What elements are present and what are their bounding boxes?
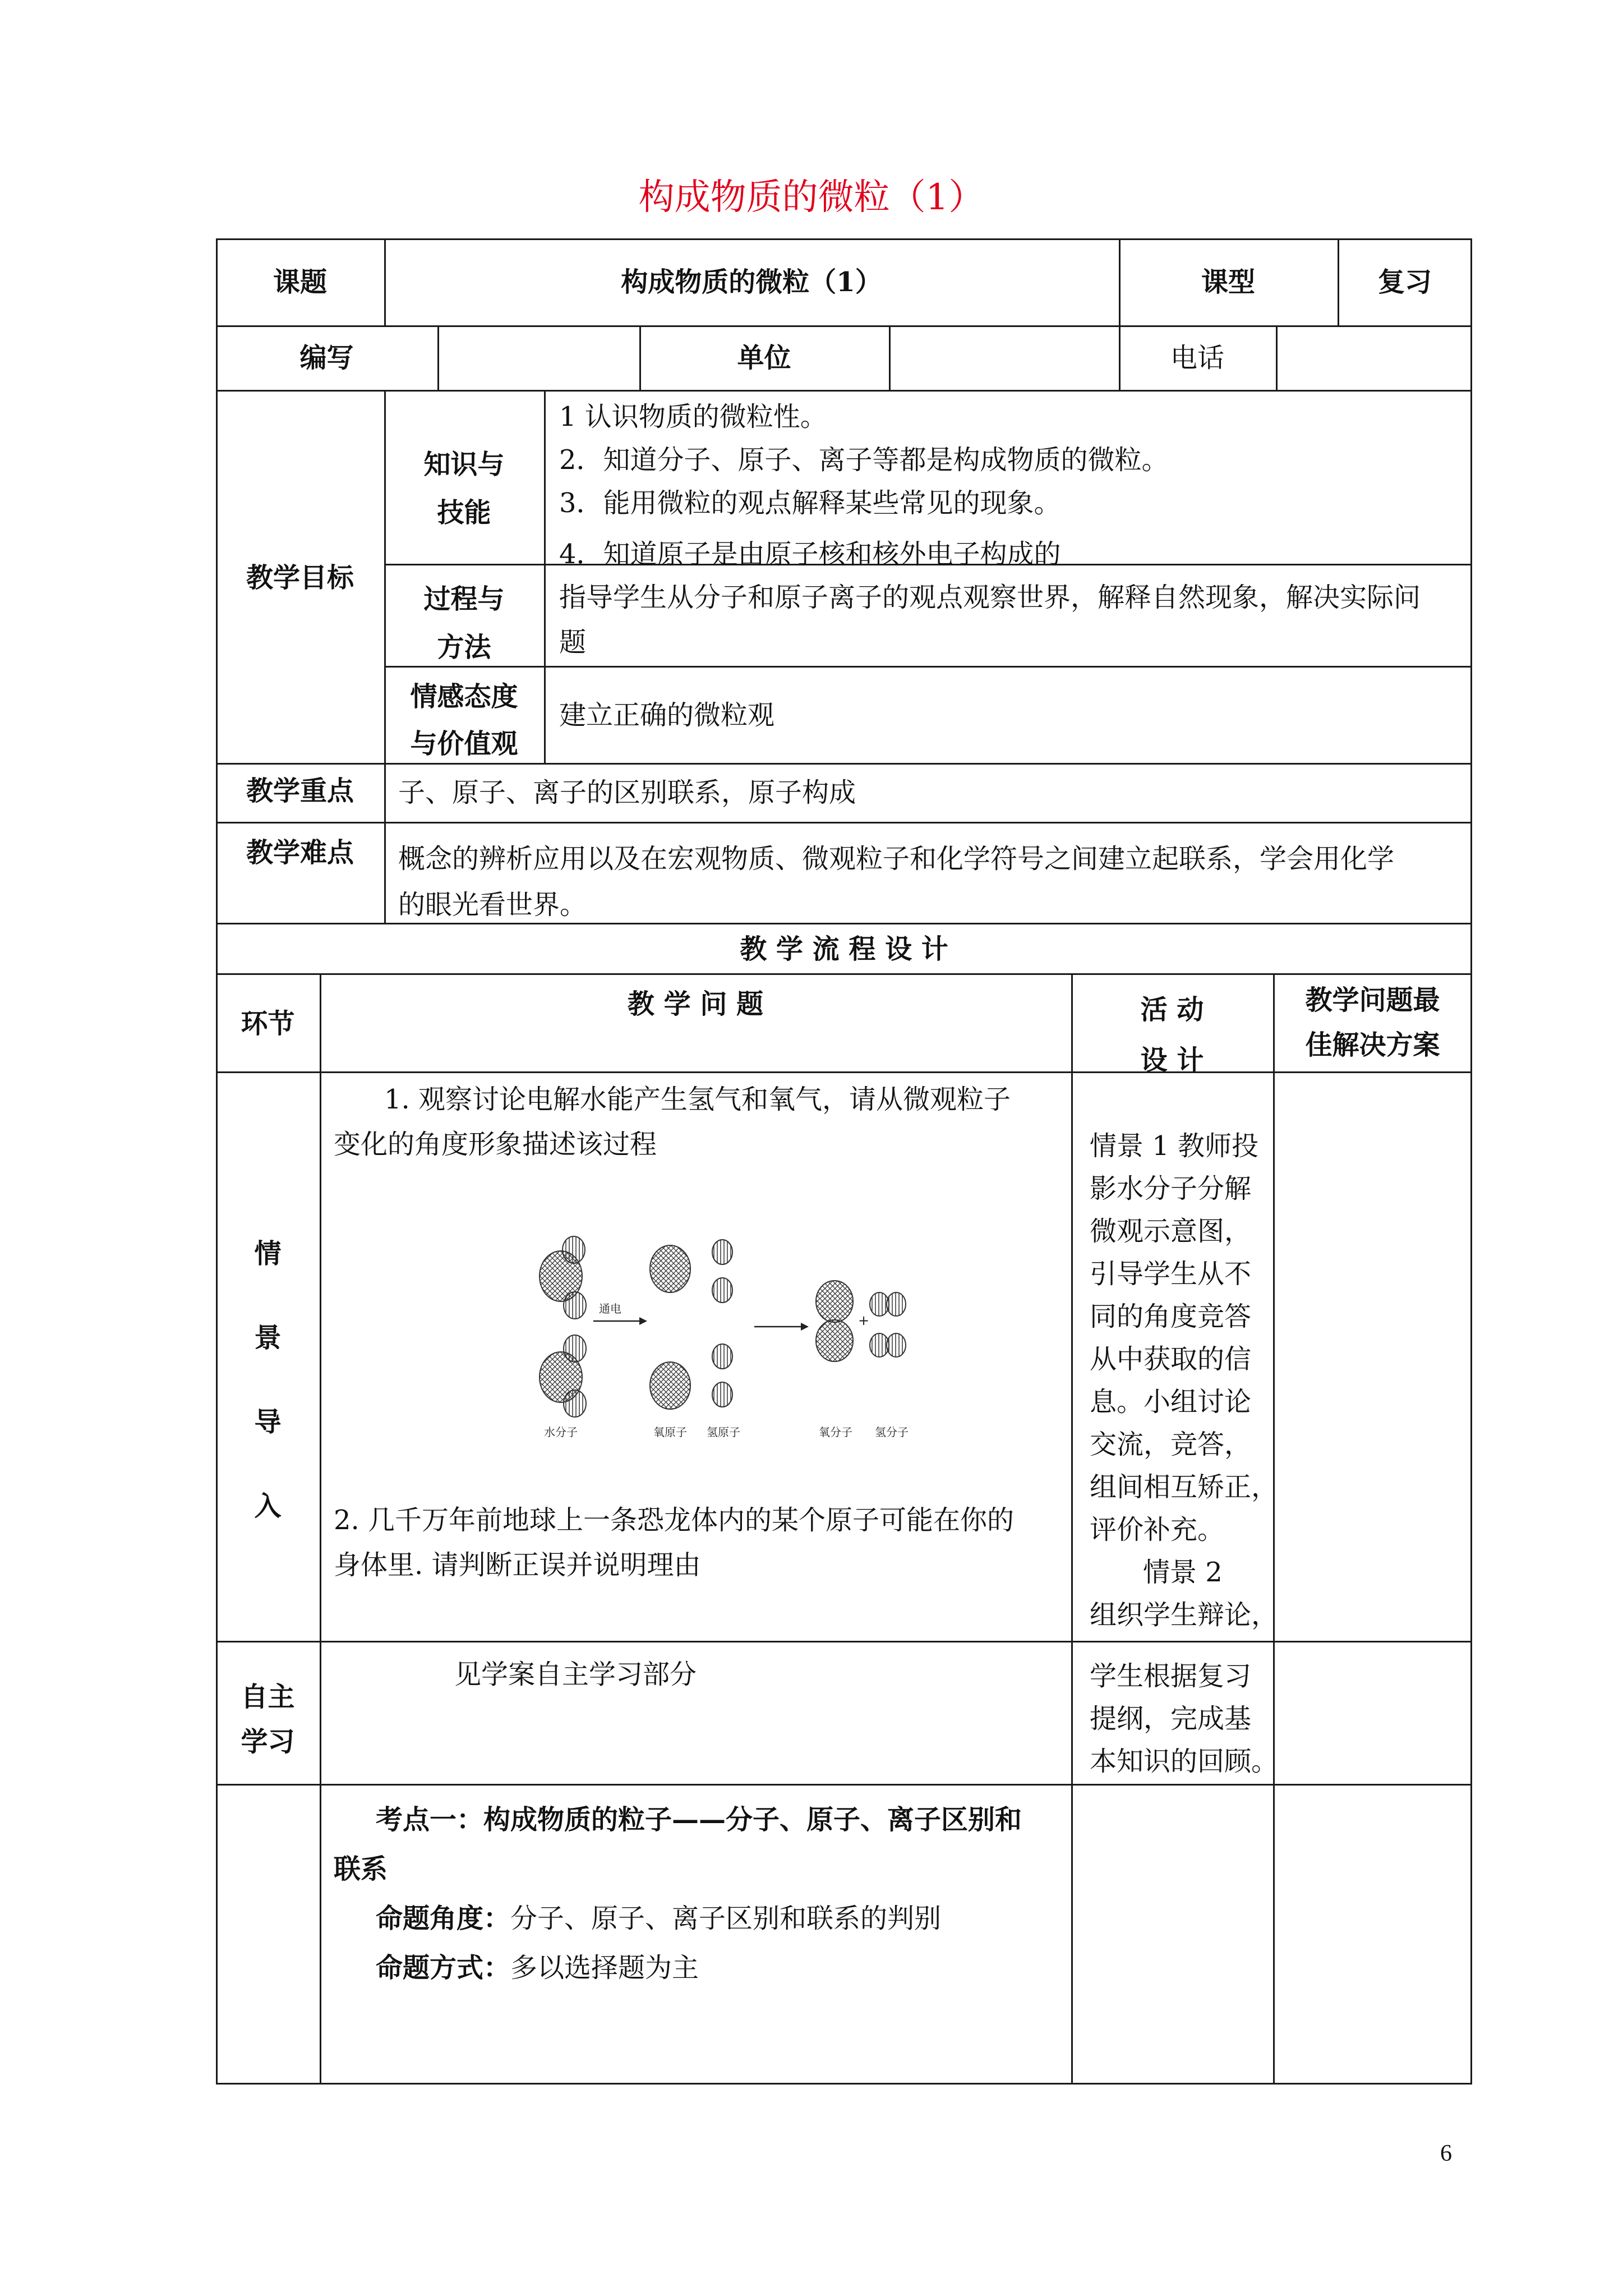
stage-char: 景 [254,1322,282,1354]
question-line: 1. 观察讨论电解水能产生氢气和氧气，请从微观粒子 [384,1084,1011,1115]
difficulties-line: 概念的辨析应用以及在宏观物质、微观粒子和化学符号之间建立起联系，学会用化学 [398,843,1395,875]
self-study-problem: 见学案自主学习部分 [454,1659,697,1690]
col-problem-header: 教 学 问 题 [627,988,764,1020]
table-border-bottom [216,2083,1472,2085]
knowledge-label [384,440,544,537]
question-line: 身体里. 请判断正误并说明理由 [334,1549,701,1581]
hydrogen-molecule [870,1333,906,1357]
stage-char: 导 [254,1406,282,1438]
stage-self-study [216,1674,320,1764]
table-border-right [1470,238,1472,2084]
activity-line: 交流，竞答， [1090,1429,1252,1460]
activity-self-study [1090,1655,1278,1783]
hydrogen-atom [712,1382,732,1407]
process-text [559,575,1421,665]
emotion-label-line: 与价值观 [410,728,518,760]
table-border-top [216,238,1472,240]
col-solution-header-line: 教学问题最 [1305,984,1440,1016]
col-activity-header [1071,984,1273,1085]
page-number: 6 [1440,2141,1452,2166]
hydrogen-molecule [870,1292,906,1316]
oxygen-atom [650,1362,690,1409]
activity-line: 从中获取的信 [1090,1343,1252,1375]
exam-point-title: 考点一：构成物质的粒子——分子、原子、离子区别和 [376,1804,1022,1835]
process-text-line: 指导学生从分子和原子离子的观点观察世界，解释自然现象，解决实际问 [559,582,1421,613]
arrow-head-icon [801,1323,809,1331]
activity-line: 学生根据复习 [1090,1660,1252,1692]
row-divider [216,1641,1472,1642]
document-title: 构成物质的微粒（1） [638,177,985,218]
process-label-line: 过程与 [423,583,505,615]
exam-point [334,1795,1022,1993]
stage-char: 情 [254,1238,282,1269]
topic-value: 构成物质的微粒（1） [621,266,882,298]
row-divider [216,325,1472,327]
exam-method [334,1943,1022,1993]
list-item: 1 认识物质的微粒性。 [559,401,827,432]
caption-hydrogen-molecule: 氢分子 [875,1425,909,1439]
col-divider [1071,973,1073,2084]
water-molecule [540,1335,586,1417]
knowledge-items [559,395,1169,576]
question-2 [334,1498,1014,1588]
col-divider [320,973,321,2084]
list-item: 4．知道原子是由原子核和核外电子构成的 [559,539,1061,570]
key-points-label: 教学重点 [246,775,354,807]
activity-line: 引导学生从不 [1090,1258,1252,1290]
activity-line: 提纲，完成基 [1090,1703,1252,1734]
unit-label: 单位 [737,342,791,374]
emotion-label [384,673,544,767]
difficulties-label: 教学难点 [246,837,354,868]
caption-oxygen-atom: 氧原子 [653,1425,687,1439]
hydrogen-atom [712,1240,732,1264]
activity-line: 评价补充。 [1090,1514,1225,1545]
row-divider [216,390,1472,392]
water-electrolysis-figure [527,1223,931,1458]
goals-label: 教学目标 [246,562,354,593]
oxygen-molecule [816,1281,853,1361]
list-item: 2．知道分子、原子、离子等都是构成物质的微粒。 [559,444,1169,476]
lesson-type-value: 复习 [1377,266,1432,298]
water-molecule [540,1236,586,1319]
knowledge-label-line: 技能 [437,497,491,528]
col-divider [437,325,439,390]
activity-line: 情景 1 教师投 [1090,1130,1259,1162]
author-label: 编写 [299,342,354,374]
stage-line: 学习 [241,1726,295,1757]
col-divider [544,390,546,763]
question-line: 变化的角度形象描述该过程 [334,1129,657,1160]
emotion-label-line: 情感态度 [410,681,518,712]
exam-angle [334,1894,1022,1943]
caption-hydrogen-atom: 氢原子 [707,1425,740,1439]
col-solution-header [1273,978,1472,1068]
exam-method-text: 多以选择题为主 [510,1952,699,1984]
col-activity-header-line: 活 动 [1140,994,1204,1025]
activity-line: 组织学生辩论， [1090,1599,1279,1631]
difficulties-line: 的眼光看世界。 [398,889,587,921]
stage-char: 入 [254,1490,282,1522]
activity-line: 影水分子分解 [1090,1173,1252,1204]
topic-label: 课题 [273,266,327,298]
question-1 [334,1077,1011,1167]
process-label-line: 方法 [437,632,491,663]
row-divider [216,1071,1472,1073]
list-item: 3．能用微粒的观点解释某些常见的现象。 [559,487,1061,519]
exam-point-title: 联系 [334,1853,388,1885]
difficulties-text [398,836,1394,928]
stage-line: 自主 [241,1681,295,1713]
hydrogen-atom [712,1344,732,1369]
lesson-type-label: 课型 [1201,266,1255,298]
col-divider [1276,325,1278,390]
activity-line: 本知识的回顾。 [1090,1746,1279,1777]
caption-oxygen-molecule: 氧分子 [819,1425,852,1439]
electrolysis-label: 通电 [599,1302,621,1315]
question-line: 2. 几千万年前地球上一条恐龙体内的某个原子可能在你的 [334,1504,1015,1536]
caption-water-molecule: 水分子 [544,1425,578,1439]
stage-intro [216,1212,320,1548]
activity-line: 情景 2 [1143,1557,1223,1588]
process-label [384,575,544,671]
exam-angle-label: 命题角度： [376,1903,511,1934]
col-solution-header-line: 佳解决方案 [1305,1029,1440,1061]
oxygen-atom [650,1245,690,1292]
hydrogen-atom [712,1278,732,1303]
activity-line: 息。小组讨论 [1090,1386,1252,1418]
exam-angle-text: 分子、原子、离子区别和联系的判别 [510,1903,942,1934]
col-stage-header: 环节 [241,1008,295,1039]
key-points-text: 子、原子、离子的区别联系，原子构成 [398,777,856,808]
row-divider [216,973,1472,975]
exam-method-label: 命题方式： [376,1952,511,1984]
plus-sign: + [858,1313,870,1328]
table-border-left [216,238,218,2084]
knowledge-label-line: 知识与 [423,449,505,480]
row-divider [216,822,1472,823]
activity-line: 组间相互矫正， [1090,1471,1279,1503]
col-activity-header-line: 设 计 [1140,1045,1204,1076]
row-divider [216,1784,1472,1786]
col-divider [889,325,891,390]
activity-line: 同的角度竞答 [1090,1301,1252,1332]
activity-intro [1090,1125,1278,1636]
activity-line: 微观示意图， [1090,1216,1252,1247]
lesson-plan-table [216,238,1472,2084]
arrow-head-icon [639,1317,647,1325]
flow-heading: 教 学 流 程 设 计 [740,933,948,965]
process-text-line: 题 [559,627,587,658]
phone-label: 电话 [1170,342,1224,374]
col-divider [384,763,386,923]
row-divider [384,666,1472,668]
emotion-text: 建立正确的微粒观 [559,700,775,731]
